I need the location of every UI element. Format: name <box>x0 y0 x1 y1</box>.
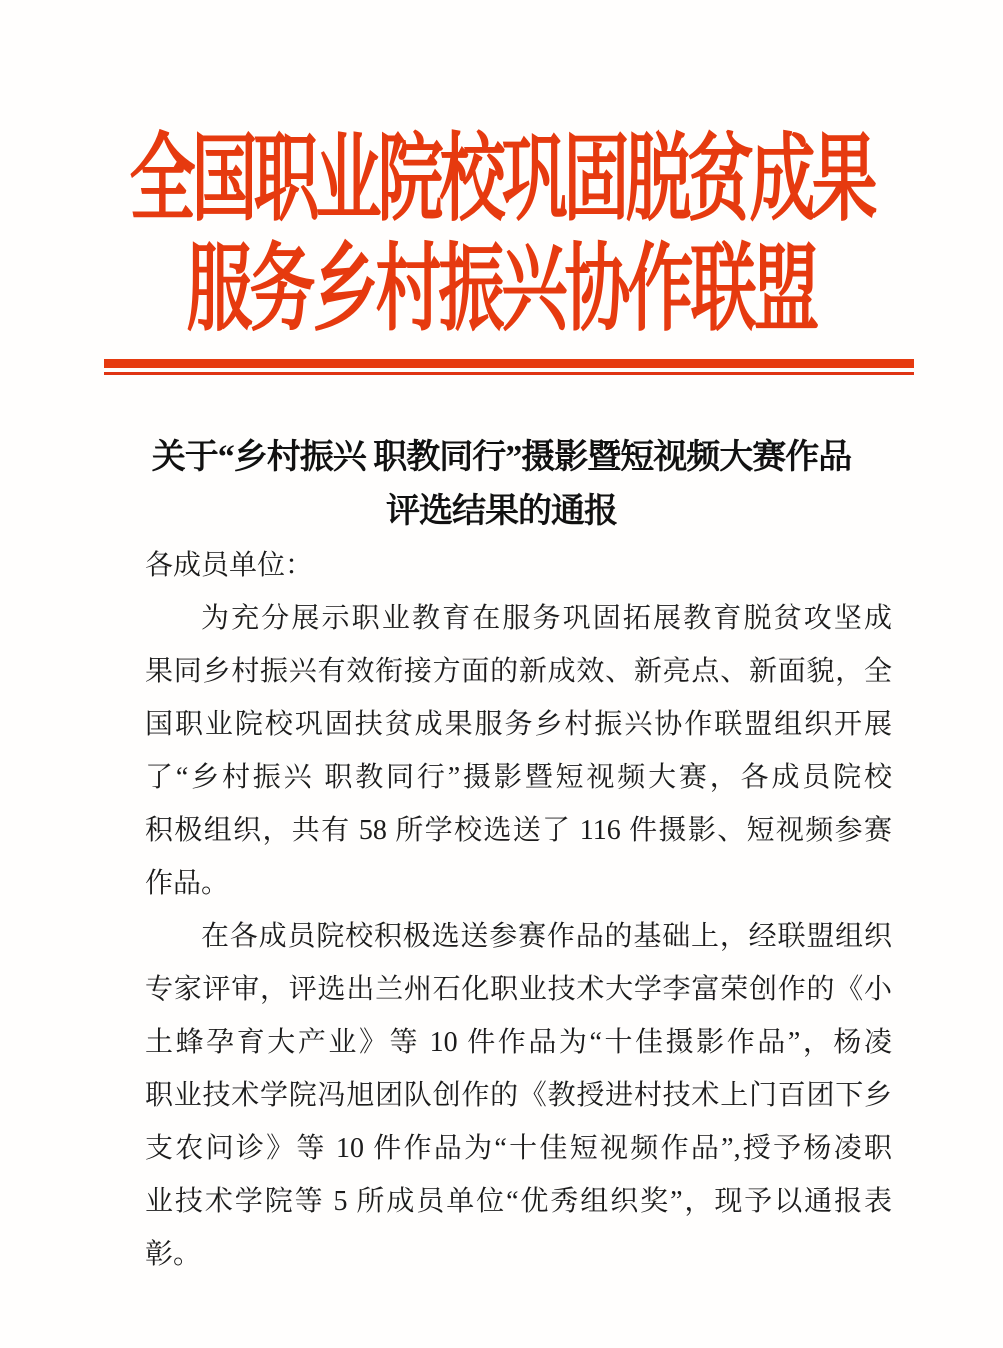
body-line: 作品。 <box>145 868 230 899</box>
body-line: 彰。 <box>145 1239 202 1270</box>
body-line: 了“乡村振兴 职教同行”摄影暨短视频大赛，各成员院校 <box>145 762 892 793</box>
letterhead-line-1: 全国职业院校巩固脱贫成果 <box>129 127 874 234</box>
document-title-line-1: 关于“乡村振兴 职教同行”摄影暨短视频大赛作品 <box>151 439 852 476</box>
document-title-line-2: 评选结果的通报 <box>386 493 617 530</box>
body-line: 土蜂孕育大产业》等 10 件作品为“十佳摄影作品”，杨凌 <box>145 1027 892 1058</box>
body-line: 在各成员院校积极选送参赛作品的基础上，经联盟组织 <box>201 921 892 952</box>
red-divider-thick <box>104 359 914 368</box>
letterhead-line-2: 服务乡村振兴协作联盟 <box>186 237 817 344</box>
body-line: 业技术学院等 5 所成员单位“优秀组织奖”，现予以通报表 <box>145 1186 892 1217</box>
body-line: 积极组织，共有 58 所学校选送了 116 件摄影、短视频参赛 <box>145 815 892 846</box>
body-line: 职业技术学院冯旭团队创作的《教授进村技术上门百团下乡 <box>145 1080 892 1111</box>
red-divider-thin <box>104 372 914 375</box>
body-line: 专家评审，评选出兰州石化职业技术大学李富荣创作的《小 <box>145 974 892 1005</box>
body-line: 为充分展示职业教育在服务巩固拓展教育脱贫攻坚成 <box>201 603 892 634</box>
body-line: 国职业院校巩固扶贫成果服务乡村振兴协作联盟组织开展 <box>145 709 892 740</box>
body-line: 果同乡村振兴有效衔接方面的新成效、新亮点、新面貌，全 <box>145 656 892 687</box>
body-line: 支农问诊》等 10 件作品为“十佳短视频作品”,授予杨凌职 <box>145 1133 892 1164</box>
document-body <box>145 539 892 1281</box>
salutation-line: 各成员单位： <box>145 550 314 581</box>
